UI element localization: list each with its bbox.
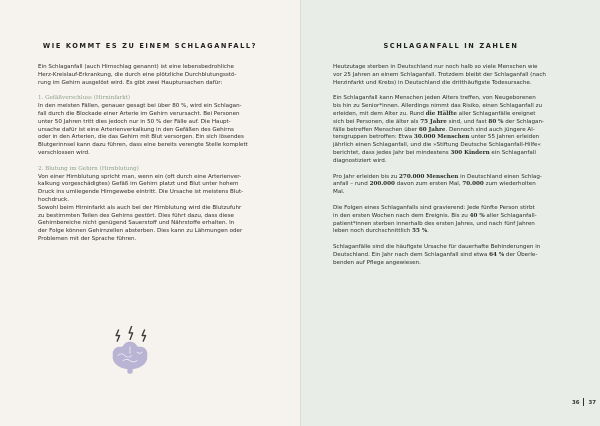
text-segment: fälle betreffen Menschen über	[333, 126, 419, 133]
brain-shape	[113, 342, 148, 374]
text-segment: leben noch durchschnittlich	[333, 228, 413, 235]
text-segment: in Deutschland einen Schlag-	[458, 173, 542, 180]
text-line: Von einer Hirnblutung spricht man, wenn ein (oft durch eine Arterienver-	[38, 173, 242, 180]
text-segment: berichtet, dass jedes Jahr bei mindestens	[333, 149, 451, 156]
text-segment: . Dennoch sind auch jüngere Al-	[445, 126, 535, 133]
page-numbers	[568, 398, 600, 406]
intro-paragraph	[38, 64, 272, 87]
text-segment: unter 55 Jahren erleiden	[469, 134, 540, 141]
text-line: Sowohl beim Hirninfarkt als auch bei der Hirnblutung wird die Blutzufuhr	[38, 204, 242, 211]
text-line: der Folge können Gehirnzellen absterben. Dies kann zu Lähmungen oder	[38, 228, 243, 235]
text-segment: Ein Schlaganfall kann Menschen jeden Alters treffen, von Neugeborenen	[333, 95, 536, 102]
text-line: unter 50 Jahren tritt dies jedoch nur in 50 % der Fälle auf. Die Haupt-	[38, 118, 231, 125]
text-segment: sich bei Personen, die älter als	[333, 118, 421, 125]
text-segment: benden auf Pflege angewiesen.	[333, 259, 421, 266]
text-segment: der Schlagan-	[503, 118, 545, 125]
text-line: Herz-Kreislauf-Erkrankung, die durch eine plötzliche Durchblutungsstö-	[38, 71, 237, 78]
section-heading-bleeding: 2. Blutung im Gehirn (Hirnblutung)	[38, 165, 139, 172]
infarct-paragraph	[38, 103, 272, 158]
text-line: Herzinfarkt und Krebs) in Deutschland die dritthäufigste Todesursache.	[333, 79, 532, 86]
text-segment: zum wiederholten	[483, 181, 536, 188]
text-segment: sind, und fast	[446, 118, 489, 125]
text-segment: patient*innen sterben innerhalb des ersten Jahres, und nach fünf Jahren	[333, 220, 535, 227]
highlighted-figure: 80 %	[488, 118, 504, 125]
text-line: ursache dafür ist eine Arterienverkalkung in den Gefäßen des Gehirns	[38, 126, 234, 133]
text-segment: Mal.	[333, 189, 345, 196]
page-number-left: 36	[571, 399, 580, 406]
text-line: vor 25 Jahren an einem Schlaganfall. Trotzdem bleibt der Schlaganfall (nach	[333, 71, 546, 78]
text-segment: davon zum ersten Mal,	[394, 181, 463, 188]
right-page-body	[333, 64, 569, 276]
consequences-stats-paragraph	[333, 205, 569, 236]
text-line: Problemen mit der Sprache führen.	[38, 235, 137, 242]
page-number-right: 37	[588, 399, 596, 406]
highlighted-figure: 55 %	[412, 228, 428, 235]
text-line: Ein Schlaganfall (auch Hirnschlag genannt) ist eine lebensbedrohliche	[38, 64, 234, 70]
highlighted-figure: 60 Jahre	[418, 126, 446, 133]
text-segment: der Überle-	[504, 251, 538, 258]
text-line: Blutgerinnsel kann dazu führen, dass eine bereits verengte Stelle komplett	[38, 142, 248, 149]
text-line: kalkung vorgeschädigtes) Gefäß im Gehirn platzt und Blut unter hohem	[38, 181, 239, 188]
highlighted-figure: 270.000 Menschen	[399, 173, 459, 180]
age-paragraph	[333, 95, 569, 165]
text-segment: ein Schlaganfall	[489, 149, 536, 156]
text-line: oder in den Arterien, die das Gehirn mit Blut versorgen. Ein sich lösendes	[38, 134, 244, 141]
text-segment: Schlaganfälle sind die häufigste Ursache für dauerhafte Behinderungen in	[333, 244, 541, 251]
text-segment: Die Folgen eines Schlaganfalls sind gravierend: Jede fünfte Person stirbt	[333, 204, 535, 211]
text-line: hochdruck.	[38, 196, 70, 203]
text-line: Heutzutage sterben in Deutschland nur noch halb so viele Menschen wie	[333, 64, 538, 70]
text-line: zu bestimmten Teilen des Gehirns gestört. Dies führt dazu, dass diese	[38, 212, 234, 219]
highlighted-figure: 300 Kindern	[450, 149, 490, 156]
highlighted-figure: 70.000	[462, 181, 484, 188]
right-page-title: SCHLAGANFALL IN ZAHLEN	[383, 42, 519, 50]
bleeding-paragraph	[38, 174, 272, 205]
text-line: verschlossen wird.	[38, 149, 90, 156]
highlighted-figure: 64 %	[489, 251, 505, 258]
text-line: In den meisten Fällen, genauer gesagt bei über 80 %, wird ein Schlagan-	[38, 103, 242, 110]
text-segment: .	[427, 228, 429, 235]
highlighted-figure: 40 %	[469, 212, 485, 219]
text-segment: Pro Jahr erleiden bis zu	[333, 173, 400, 180]
text-segment: diagnostiziert wird.	[333, 157, 387, 164]
text-segment: in den ersten Wochen nach dem Ereignis. Bis zu	[333, 212, 470, 219]
brain-lightning-icon	[104, 326, 156, 378]
mortality-paragraph	[333, 64, 569, 87]
text-segment: erleiden, mit dem Alter zu. Rund	[333, 110, 426, 117]
left-page-title: WIE KOMMT ES ZU EINEM SCHLAGANFALL?	[42, 42, 258, 50]
text-segment: Deutschland. Ein Jahr nach dem Schlaganfall sind etwa	[333, 251, 490, 258]
text-line: fall durch die Blockade einer Arterie im Gehirn verursacht. Bei Personen	[38, 110, 240, 117]
highlighted-figure: 200.000	[369, 181, 395, 188]
text-line: rung im Gehirn ausgelöst wird. Es gibt zwei Hauptursachen dafür:	[38, 79, 223, 86]
left-page-body	[38, 64, 272, 252]
text-segment: aller Schlaganfälle ereignet	[456, 110, 536, 117]
text-line: Druck ins umliegende Hirngewebe eintritt. Die Ursache ist meistens Blut-	[38, 189, 244, 196]
text-segment: aller Schlaganfall-	[484, 212, 537, 219]
section-heading-infarct: 1. Gefäßverschluss (Hirninfarkt)	[38, 95, 131, 102]
lightning-bolts	[116, 326, 145, 342]
text-segment: tersgruppen betroffen: Etwa	[333, 134, 414, 141]
disability-paragraph	[333, 244, 569, 267]
highlighted-figure: die Hälfte	[425, 110, 457, 117]
text-segment: anfall – rund	[333, 181, 370, 188]
right-page	[300, 0, 600, 426]
consequences-paragraph	[38, 205, 272, 244]
highlighted-figure: 30.000 Menschen	[413, 134, 470, 141]
text-line: Gehirnbereiche nicht genügend Sauerstoff und Nährstoffe erhalten. In	[38, 220, 235, 227]
incidence-paragraph	[333, 174, 569, 197]
text-segment: bis hin zu Senior*innen. Allerdings nimmt das Risiko, einen Schlaganfall zu	[333, 103, 543, 110]
text-segment: jährlich einen Schlaganfall, und die »Stiftung Deutsche Schlaganfall-Hilfe«	[333, 142, 541, 149]
highlighted-figure: 75 Jahre	[420, 118, 447, 125]
